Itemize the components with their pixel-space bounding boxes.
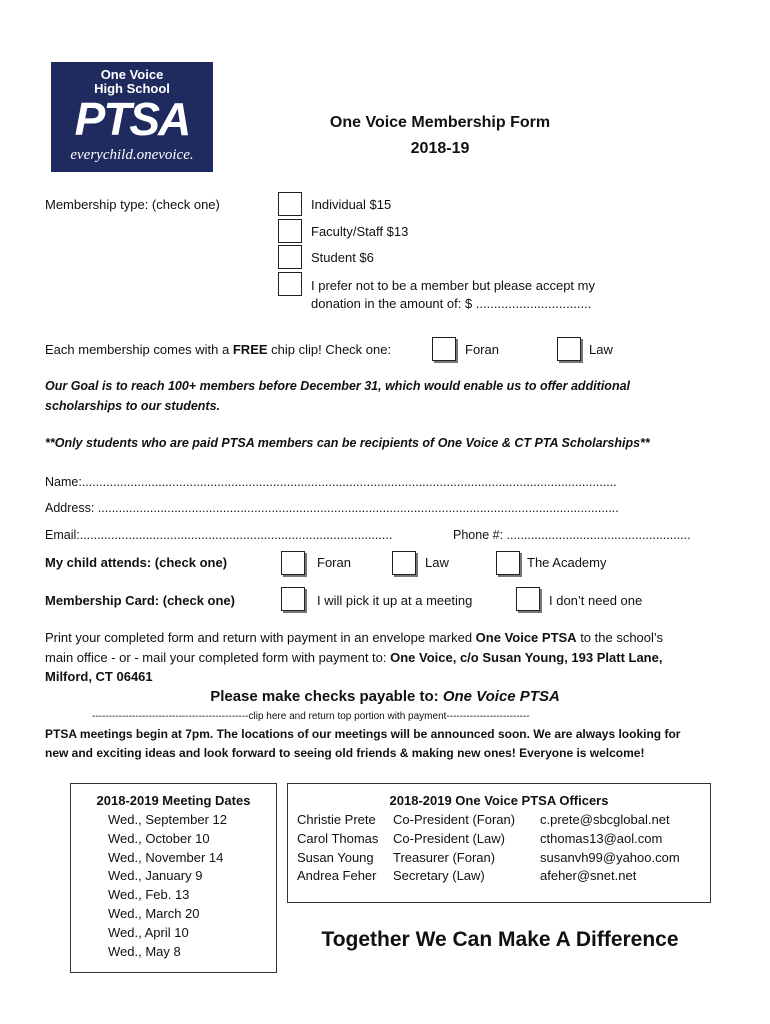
officers-box — [287, 783, 711, 903]
goal-line-1: Our Goal is to reach 100+ members before December 31, which would enable us to offer additional — [45, 379, 631, 393]
officer-name: Susan Young — [297, 850, 374, 865]
donation-option-label: I prefer not to be a member but please accept my — [311, 278, 595, 293]
child-academy-label: The Academy — [527, 555, 607, 570]
meeting-date: Wed., Feb. 13 — [108, 887, 190, 902]
membership-card-label: Membership Card: (check one) — [45, 593, 235, 608]
checks-payable-prefix: Please make checks payable to: — [210, 688, 443, 705]
instructions-line-2 — [45, 650, 662, 665]
slogan: Together We Can Make A Difference — [321, 928, 679, 951]
meeting-date: Wed., October 10 — [108, 831, 210, 846]
child-foran-label: Foran — [317, 555, 351, 570]
checks-payable — [0, 688, 770, 705]
officer-email: susanvh99@yahoo.com — [540, 850, 680, 865]
checks-payable-name: One Voice PTSA — [442, 688, 560, 705]
officers-title: 2018-2019 One Voice PTSA Officers — [389, 793, 609, 808]
logo-tagline: everychild.onevoice. — [70, 147, 194, 163]
ptsa-logo — [51, 62, 213, 172]
chip-clip-law-label: Law — [589, 342, 613, 357]
name-field[interactable]: Name:.......................................................................................................................................................... — [45, 475, 617, 489]
mailing-address-city: Milford, CT 06461 — [45, 669, 153, 684]
officer-name: Christie Prete — [297, 812, 376, 827]
instructions-envelope-label: One Voice PTSA — [475, 630, 577, 645]
meeting-date: Wed., January 9 — [108, 868, 203, 883]
instructions-line-1-prefix: Print your completed form and return with payment in an envelope marked — [45, 630, 476, 645]
chip-clip-prefix: Each membership comes with a — [45, 342, 233, 357]
officer-role: Secretary (Law) — [393, 868, 485, 883]
card-pickup-label: I will pick it up at a meeting — [317, 593, 473, 608]
individual-checkbox[interactable] — [278, 192, 302, 216]
phone-field[interactable]: Phone #: ..................................................... — [453, 528, 691, 542]
logo-line-1: One Voice — [100, 67, 164, 82]
meetings-note-line-2: new and exciting ideas and look forward to seeing old friends & making new ones! Everyone is welcome! — [45, 746, 645, 760]
officer-role: Co-President (Law) — [393, 831, 505, 846]
student-option-label: Student $6 — [311, 250, 374, 265]
officer-email: afeher@snet.net — [540, 868, 637, 883]
officer-email: c.prete@sbcglobal.net — [540, 812, 670, 827]
child-academy-checkbox[interactable] — [496, 551, 520, 575]
faculty-staff-checkbox[interactable] — [278, 219, 302, 243]
instructions-line-2-prefix: main office - or - mail your completed form with payment to: — [45, 650, 391, 665]
meeting-date: Wed., November 14 — [108, 850, 224, 865]
child-foran-checkbox[interactable] — [281, 551, 305, 575]
card-none-checkbox[interactable] — [516, 587, 540, 611]
goal-line-2: scholarships to our students. — [45, 399, 221, 413]
chip-clip-free: FREE — [232, 342, 268, 357]
chip-clip-foran-label: Foran — [465, 342, 499, 357]
child-attends-label: My child attends: (check one) — [45, 555, 228, 570]
chip-clip-text — [45, 342, 391, 357]
individual-option-label: Individual $15 — [311, 197, 392, 212]
officer-role: Co-President (Foran) — [393, 812, 516, 827]
meeting-dates-box — [70, 783, 277, 973]
officer-name: Carol Thomas — [297, 831, 379, 846]
child-law-checkbox[interactable] — [392, 551, 416, 575]
officer-email: cthomas13@aol.com — [540, 831, 663, 846]
officer-name: Andrea Feher — [297, 868, 377, 883]
form-title: One Voice Membership Form — [329, 114, 551, 131]
instructions-line-1-suffix: to the school’s — [576, 630, 664, 645]
chip-clip-law-checkbox[interactable] — [557, 337, 581, 361]
email-field[interactable]: Email:.......................................................................................... — [45, 528, 393, 542]
clip-here-line: -----------------------------------------------clip here and return top portion with payment------------------------- — [92, 711, 530, 722]
logo-main: PTSA — [74, 93, 190, 145]
faculty-staff-option-label: Faculty/Staff $13 — [311, 224, 409, 239]
donation-amount-field[interactable]: donation in the amount of: $ ................................ — [311, 296, 592, 311]
meeting-date: Wed., April 10 — [108, 925, 189, 940]
chip-clip-foran-checkbox[interactable] — [432, 337, 456, 361]
card-none-label: I don’t need one — [549, 593, 643, 608]
donation-checkbox[interactable] — [278, 272, 302, 296]
chip-clip-suffix: chip clip! Check one: — [267, 342, 392, 357]
meeting-date: Wed., May 8 — [108, 944, 181, 959]
membership-type-label: Membership type: (check one) — [45, 197, 220, 212]
logo-line-2: High School — [94, 81, 170, 96]
child-law-label: Law — [425, 555, 449, 570]
meeting-date: Wed., March 20 — [108, 906, 200, 921]
mailing-address: One Voice, c/o Susan Young, 193 Platt Lane, — [390, 650, 663, 665]
meetings-note-line-1: PTSA meetings begin at 7pm. The locations of our meetings will be announced soon. We are always looking for — [45, 727, 681, 741]
student-checkbox[interactable] — [278, 245, 302, 269]
form-year: 2018-19 — [410, 140, 470, 157]
meeting-dates-title: 2018-2019 Meeting Dates — [96, 793, 251, 808]
address-field[interactable]: Address: ...................................................................................................................................................... — [45, 501, 619, 515]
meeting-date: Wed., September 12 — [108, 812, 227, 827]
officer-role: Treasurer (Foran) — [393, 850, 496, 865]
card-pickup-checkbox[interactable] — [281, 587, 305, 611]
scholarship-note: **Only students who are paid PTSA members can be recipients of One Voice & CT PTA Scholarships** — [45, 436, 650, 450]
instructions-line-1 — [45, 630, 663, 645]
